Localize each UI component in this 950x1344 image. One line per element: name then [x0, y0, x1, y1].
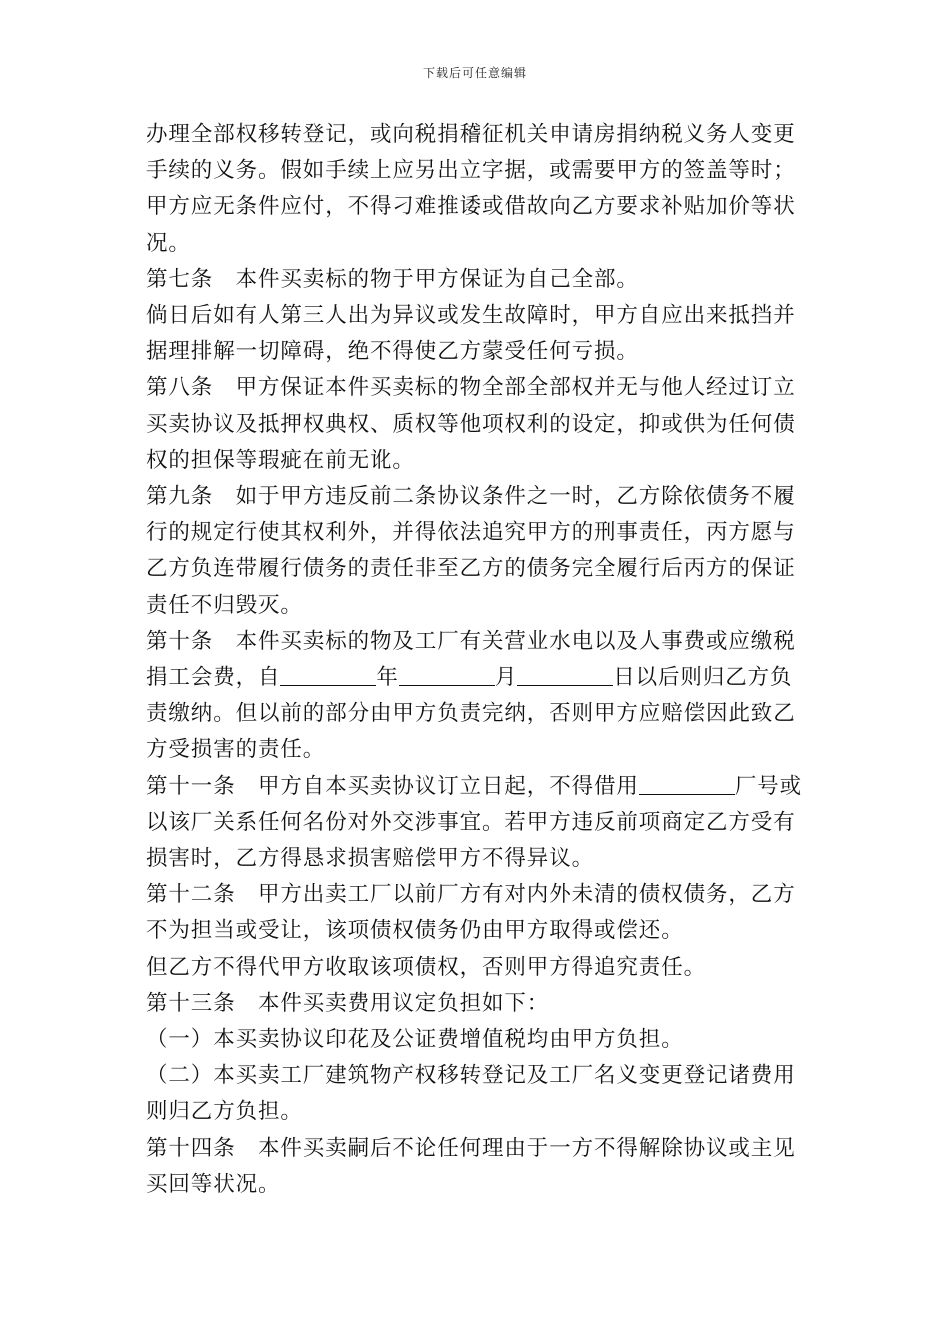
article-13: 第十三条 本件买卖费用议定负担如下： — [146, 990, 550, 1016]
page-header-note: 下载后可任意编辑 — [422, 66, 527, 80]
article-10-year-label: 年 — [376, 665, 399, 691]
article-7: 第七条 本件买卖标的物于甲方保证为自己全部。 — [146, 266, 639, 292]
blank-day — [517, 684, 613, 686]
article-12: 第十二条 甲方出卖工厂以前厂方有对内外未清的债权债务，乙方不为担当或受让，该项债权债务仍由甲方取得或偿还。 — [146, 882, 796, 944]
document-body — [146, 117, 810, 1203]
article-10-text-d: 日以后则归乙方负责缴纳。但以前的部分由甲方负责完纳，否则甲方应赔偿因此致乙方受损害的责任。 — [146, 665, 796, 763]
article-7-detail: 倘日后如有人第三人出为异议或发生故障时，甲方自应出来抵挡并据理排解一切障碍，绝不得使乙方蒙受任何亏损。 — [146, 303, 796, 365]
article-10-month-label: 月 — [494, 665, 518, 691]
article-9: 第九条 如于甲方违反前二条协议条件之一时，乙方除依债务不履行的规定行使其权利外，并得依法追究甲方的刑事责任，丙方愿与乙方负连带履行债务的责任非至乙方的债务完全履行后丙方的保证责任不归毁灭。 — [146, 484, 796, 618]
article-13-item-1: （一）本买卖协议印花及公证费增值税均由甲方负担。 — [146, 1027, 684, 1053]
blank-month — [399, 684, 495, 686]
article-11-text-b: 厂号或以该厂关系任何名份对外交涉事宜。若甲方违反前项商定乙方受有损害时，乙方得恳求损害赔偿甲方不得异议。 — [146, 773, 803, 872]
article-14: 第十四条 本件买卖嗣后不论任何理由于一方不得解除协议或主见买回等状况。 — [146, 1135, 796, 1197]
article-8: 第八条 甲方保证本件买卖标的物全部全部权并无与他人经过订立买卖协议及抵押权典权、质权等他项权利的设定，抑或供为任何债权的担保等瑕疵在前无讹。 — [146, 375, 796, 473]
article-11-text-a: 第十一条 甲方自本买卖协议订立日起，不得借用 — [146, 773, 639, 799]
blank-year — [280, 684, 376, 686]
blank-factory-name — [639, 793, 735, 795]
article-13-item-2: （二）本买卖工厂建筑物产权移转登记及工厂名义变更登记诸费用则归乙方负担。 — [146, 1063, 796, 1125]
paragraph-continuation: 办理全部权移转登记，或向税捐稽征机关申请房捐纳税义务人变更手续的义务。假如手续上应另出立字据，或需要甲方的签盖等时；甲方应无条件应付，不得刁难推诿或借故向乙方要求补贴加价等状况。 — [146, 122, 796, 256]
article-10-text-a: 第十条 本件买卖标的物及工厂有关营业水电以及人事费或应缴税捐工会费，自 — [146, 628, 796, 691]
article-12-detail: 但乙方不得代甲方收取该项债权，否则甲方得追究责任。 — [146, 954, 707, 980]
article-10 — [146, 624, 810, 769]
article-11 — [146, 769, 810, 878]
